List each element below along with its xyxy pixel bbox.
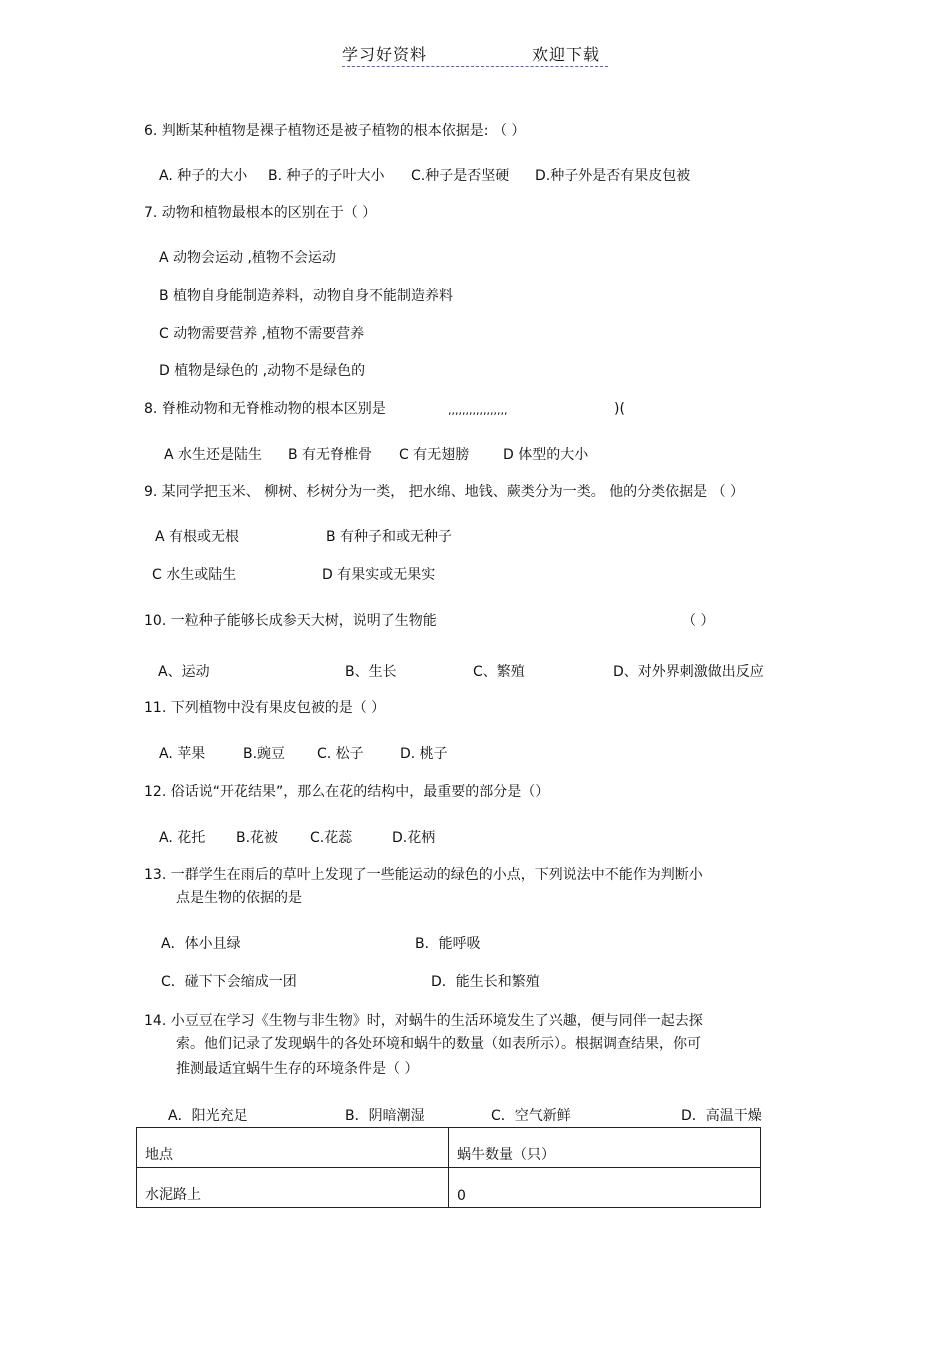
table-header-cell: 地点 — [137, 1128, 449, 1168]
q10-stem: 10. 一粒种子能够长成参天大树，说明了生物能 — [144, 613, 437, 629]
q13-stem-line2: 点是生物的依据的是 — [176, 890, 302, 906]
q14-stem-line3: 推测最适宜蜗牛生存的环境条件是（ ） — [176, 1061, 419, 1077]
q6-option-b: B. 种子的子叶大小 — [268, 168, 385, 184]
page-header — [342, 42, 608, 67]
q10-option-c: C、繁殖 — [473, 664, 525, 680]
q11-option-b: B.豌豆 — [243, 746, 286, 762]
q10-option-d: D、对外界刺激做出反应 — [613, 664, 764, 680]
q9-option-d: D 有果实或无果实 — [322, 567, 436, 583]
q7-option-d: D 植物是绿色的 ,动物不是绿色的 — [159, 363, 366, 379]
q8-option-a: A 水生还是陆生 — [164, 447, 263, 463]
q14-option-b: B．阴暗潮湿 — [345, 1108, 425, 1124]
q12-option-d: D.花柄 — [392, 830, 436, 846]
q8-option-b: B 有无脊椎骨 — [288, 447, 373, 463]
q9-option-c: C 水生或陆生 — [152, 567, 237, 583]
q9-stem: 9. 某同学把玉米、 柳树、杉树分为一类， 把水绵、地钱、蕨类分为一类。 他的分类依据是 （ ） — [144, 484, 745, 500]
q11-option-a: A. 苹果 — [159, 746, 206, 762]
q8-stem: 8. 脊椎动物和无脊椎动物的根本区别是 — [144, 401, 386, 417]
header-right: 欢迎下载 — [532, 45, 601, 64]
table-row — [137, 1168, 761, 1208]
q6-stem: 6. 判断某种植物是裸子植物还是被子植物的根本依据是: （ ） — [144, 123, 526, 139]
q13-option-b: B．能呼吸 — [415, 936, 481, 952]
q6-option-d: D.种子外是否有果皮包被 — [535, 168, 691, 184]
q14-stem-line1: 14. 小豆豆在学习《生物与非生物》时，对蜗牛的生活环境发生了兴趣，便与同伴一起去探 — [144, 1013, 703, 1029]
q13-option-d: D．能生长和繁殖 — [431, 974, 540, 990]
q13-stem-line1: 13. 一群学生在雨后的草叶上发现了一些能运动的绿色的小点，下列说法中不能作为判断小 — [144, 867, 703, 883]
header-left: 学习好资料 — [342, 45, 428, 64]
q10-paren: （ ） — [682, 613, 715, 629]
q10-option-a: A、运动 — [158, 664, 210, 680]
q9-option-b: B 有种子和或无种子 — [326, 529, 453, 545]
q8-option-d: D 体型的大小 — [503, 447, 589, 463]
q6-option-c: C.种子是否坚硬 — [411, 168, 510, 184]
q6-option-a: A. 种子的大小 — [159, 168, 248, 184]
q12-option-b: B.花被 — [236, 830, 279, 846]
q11-option-d: D. 桃子 — [400, 746, 448, 762]
table-header-row — [137, 1128, 761, 1168]
q7-option-a: A 动物会运动 ,植物不会运动 — [159, 250, 336, 266]
q9-option-a: A 有根或无根 — [155, 529, 240, 545]
q8-tail: )( — [614, 401, 625, 417]
table-cell: 水泥路上 — [137, 1168, 449, 1208]
q8-dots: ,,,,,,,,,,,,,,,,, — [448, 404, 508, 417]
q14-option-c: C．空气新鲜 — [491, 1108, 571, 1124]
q14-stem-line2: 索。他们记录了发现蜗牛的各处环境和蜗牛的数量（如表所示）。根据调查结果，你可 — [176, 1036, 701, 1052]
table-cell: 0 — [449, 1168, 761, 1208]
q7-option-c: C 动物需要营养 ,植物不需要营养 — [159, 326, 365, 342]
q11-option-c: C. 松子 — [317, 746, 364, 762]
q13-option-a: A．体小且绿 — [161, 936, 241, 952]
q14-option-a: A．阳光充足 — [168, 1108, 248, 1124]
q8-option-c: C 有无翅膀 — [399, 447, 470, 463]
q12-option-c: C.花蕊 — [310, 830, 353, 846]
table-header-cell: 蜗牛数量（只） — [449, 1128, 761, 1168]
q10-option-b: B、生长 — [345, 664, 397, 680]
q12-stem: 12. 俗话说“开花结果”，那么在花的结构中，最重要的部分是（） — [144, 784, 550, 800]
q7-option-b: B 植物自身能制造养料，动物自身不能制造养料 — [159, 288, 454, 304]
q14-option-d: D．高温干燥 — [681, 1108, 762, 1124]
q12-option-a: A. 花托 — [159, 830, 206, 846]
q13-option-c: C．碰下下会缩成一团 — [161, 974, 297, 990]
q7-stem: 7. 动物和植物最根本的区别在于（ ） — [144, 205, 377, 221]
q11-stem: 11. 下列植物中没有果皮包被的是（ ） — [144, 700, 386, 716]
snail-survey-table — [136, 1127, 761, 1208]
